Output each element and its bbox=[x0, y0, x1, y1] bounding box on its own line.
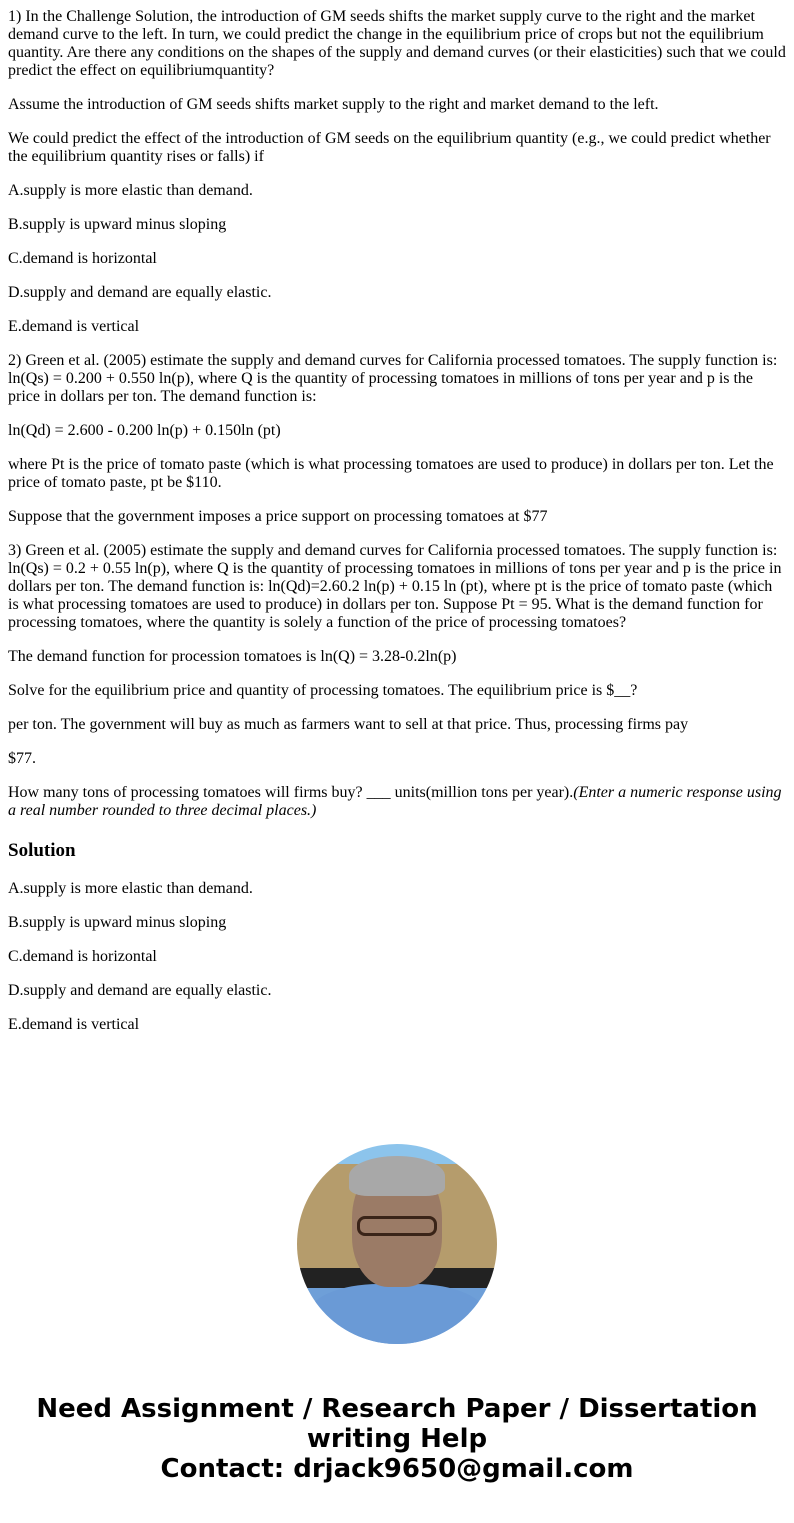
price-support-text: Suppose that the government imposes a price support on processing tomatoes at $77 bbox=[8, 508, 548, 525]
option-d: D.supply and demand are equally elastic. bbox=[8, 284, 272, 301]
option-b: B.supply is upward minus sloping bbox=[8, 216, 227, 233]
solution-option-d: D.supply and demand are equally elastic. bbox=[8, 982, 272, 999]
question-1-text: 1) In the Challenge Solution, the introduction of GM seeds shifts the market supply curve to the right and the market demand curve to the left. In turn, we could predict the change in the equilibrium price of crops but not the equilibrium quantity. Are there any conditions on the shapes of the supply and demand curves (or their elasticities) such that we could predict the effect on equilibriumquantity? bbox=[8, 8, 786, 79]
demand-equation: ln(Qd) = 2.600 - 0.200 ln(p) + 0.150ln (pt) bbox=[8, 422, 281, 439]
option-a: A.supply is more elastic than demand. bbox=[8, 182, 253, 199]
avatar-hair bbox=[349, 1156, 445, 1196]
avatar bbox=[297, 1144, 497, 1344]
footer-banner bbox=[8, 1394, 786, 1484]
avatar-container bbox=[8, 1144, 786, 1344]
avatar-shirt bbox=[307, 1284, 487, 1344]
question-3-text: 3) Green et al. (2005) estimate the supply and demand curves for California processed tomatoes. The supply function is: ln(Qs) = 0.2 + 0.55 ln(p), where Q is the quantity of processing tomatoes in millions of tons per year and p is the price in dollars per ton. The demand function is: ln(Qd)=2.60.2 ln(p) + 0.15 ln (pt), where pt is the price of tomato paste (which is what processing tomatoes are used to produce) in dollars per ton. Suppose Pt = 95. What is the demand function for processing tomatoes, where the quantity is solely a function of the price of processing tomatoes? bbox=[8, 542, 782, 631]
avatar-glasses bbox=[357, 1216, 437, 1236]
demand-function-text: The demand function for procession tomatoes is ln(Q) = 3.28-0.2ln(p) bbox=[8, 648, 457, 665]
question-2-text: 2) Green et al. (2005) estimate the supply and demand curves for California processed tomatoes. The supply function is: ln(Qs) = 0.200 + 0.550 ln(p), where Q is the quantity of processing tomatoes in millions of tons per year and p is the price in dollars per ton. The demand function is: bbox=[8, 352, 778, 405]
prompt-text: We could predict the effect of the introduction of GM seeds on the equilibrium quantity (e.g., we could predict whether the equilibrium quantity rises or falls) if bbox=[8, 130, 771, 165]
footer-contact: Contact: drjack9650@gmail.com bbox=[160, 1454, 634, 1484]
solution-option-a: A.supply is more elastic than demand. bbox=[8, 880, 253, 897]
solution-section bbox=[8, 880, 786, 1034]
solution-option-e: E.demand is vertical bbox=[8, 1016, 140, 1033]
solution-option-c: C.demand is horizontal bbox=[8, 948, 157, 965]
tons-question bbox=[8, 784, 786, 820]
footer-help-text: Need Assignment / Research Paper / Dissertation writing Help bbox=[36, 1394, 758, 1454]
question-2-paste-price: where Pt is the price of tomato paste (which is what processing tomatoes are used to produce) in dollars per ton. Let the price of tomato paste, pt be $110. bbox=[8, 456, 774, 491]
government-text: per ton. The government will buy as much as farmers want to sell at that price. Thus, processing firms pay bbox=[8, 716, 689, 733]
question-section bbox=[8, 8, 786, 820]
solution-option-b: B.supply is upward minus sloping bbox=[8, 914, 227, 931]
solution-heading: Solution bbox=[8, 840, 76, 861]
option-c: C.demand is horizontal bbox=[8, 250, 157, 267]
tons-question-text: How many tons of processing tomatoes will firms buy? ___ units(million tons per year). bbox=[8, 784, 574, 801]
tons-instruction: (Enter a numeric response using a real number rounded to three decimal places.) bbox=[8, 784, 782, 819]
option-e: E.demand is vertical bbox=[8, 318, 140, 335]
equilibrium-text: Solve for the equilibrium price and quantity of processing tomatoes. The equilibrium price is $__? bbox=[8, 682, 638, 699]
price-text: $77. bbox=[8, 750, 36, 767]
assumption-text: Assume the introduction of GM seeds shifts market supply to the right and market demand to the left. bbox=[8, 96, 659, 113]
